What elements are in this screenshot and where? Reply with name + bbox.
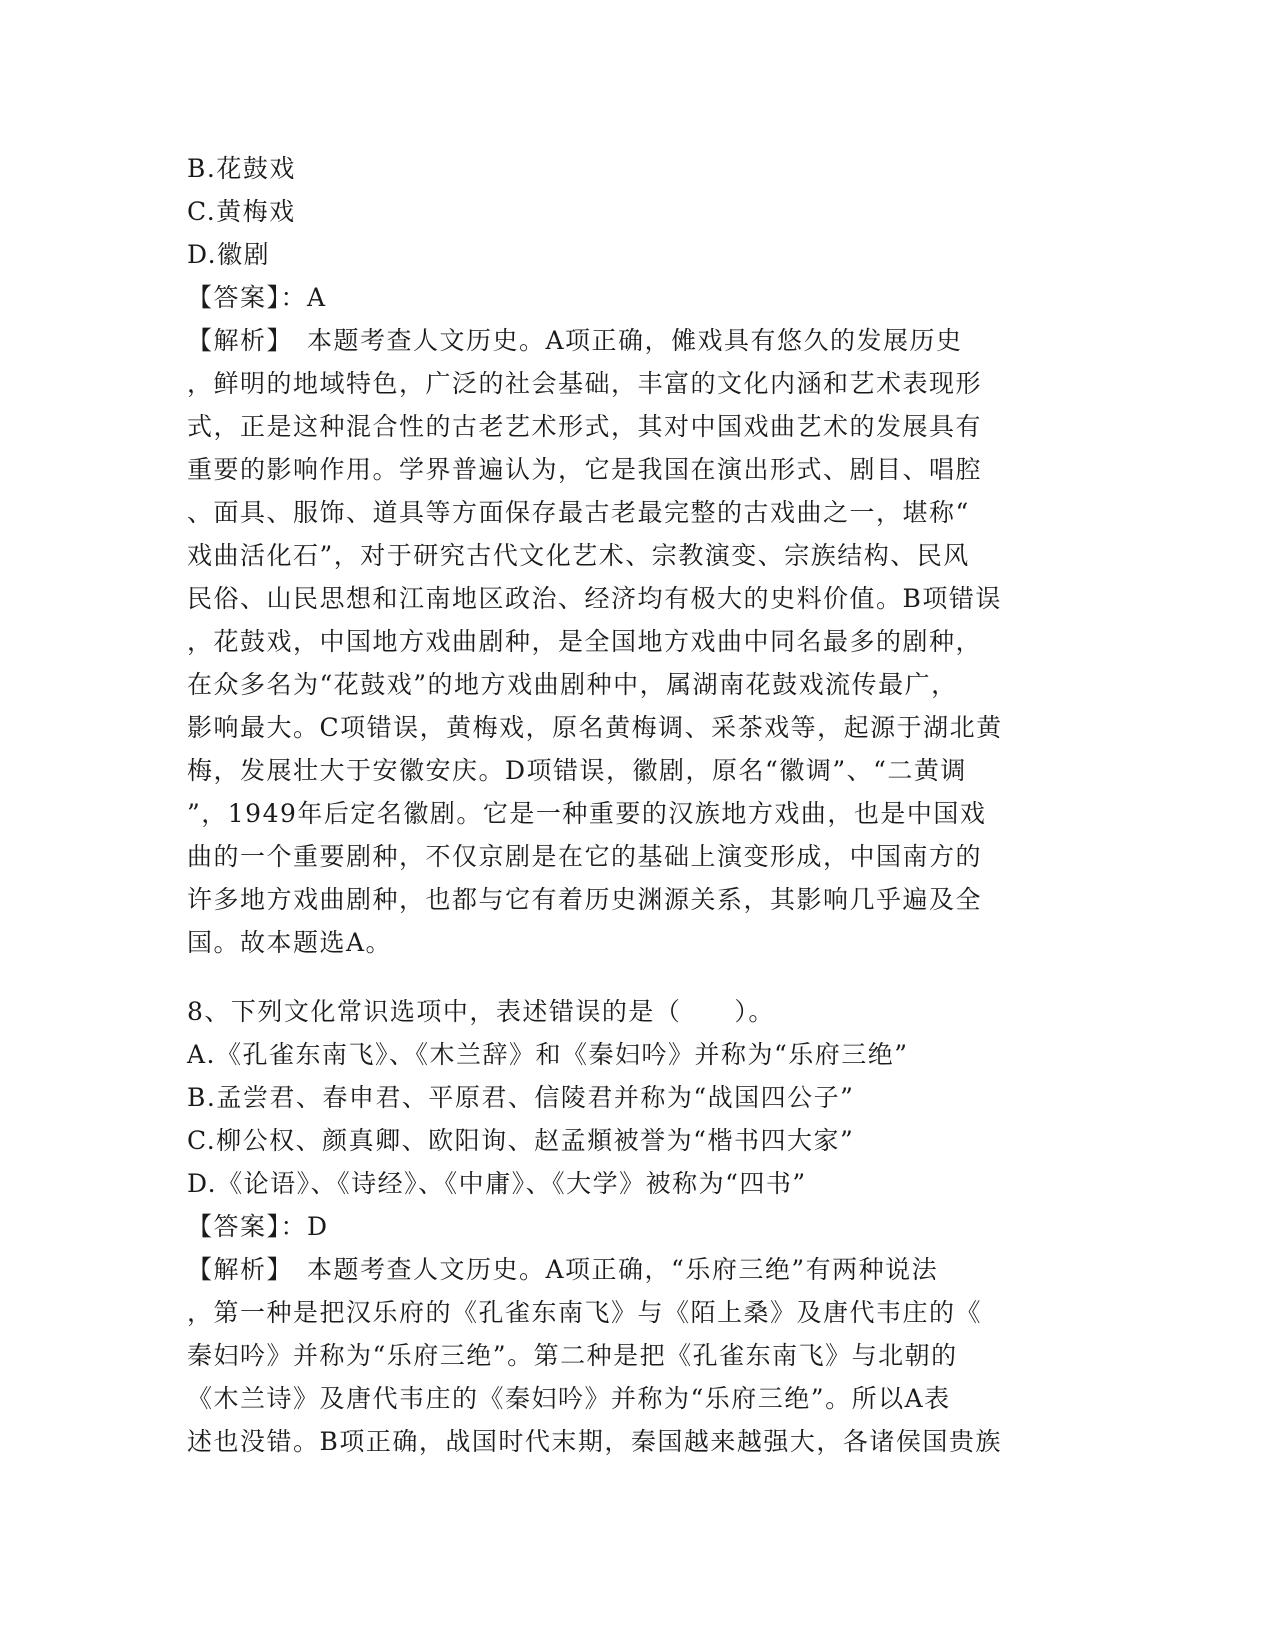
q8-answer: 【答案】：D: [187, 1212, 329, 1241]
q7-analysis-line: 梅，发展壮大于安徽安庆。D项错误，徽剧，原名“徽调”、“二黄调: [187, 756, 967, 785]
q8-analysis-line: 述也没错。B项正确，战国时代末期，秦国越来越强大，各诸侯国贵族: [187, 1427, 1002, 1456]
q8-option-a: A.《孔雀东南飞》、《木兰辞》和《秦妇吟》并称为“乐府三绝”: [187, 1040, 909, 1069]
q7-analysis-line: 影响最大。C项错误，黄梅戏，原名黄梅调、采茶戏等，起源于湖北黄: [187, 713, 1003, 742]
q8-option-b: B.孟尝君、春申君、平原君、信陵君并称为“战国四公子”: [187, 1083, 855, 1112]
q8-question: 8、下列文化常识选项中，表述错误的是（ ）。: [187, 997, 775, 1026]
q7-option-c: C.黄梅戏: [187, 197, 296, 226]
q7-option-d: D.徽剧: [187, 240, 271, 269]
q8-analysis-line: ，第一种是把汉乐府的《孔雀东南飞》与《陌上桑》及唐代韦庄的《: [187, 1298, 983, 1327]
q7-analysis-line: 【解析】 本题考查人文历史。A项正确，傩戏具有悠久的发展历史: [187, 326, 963, 355]
q8-analysis-line: 秦妇吟》并称为“乐府三绝”。第二种是把《孔雀东南飞》与北朝的: [187, 1341, 958, 1370]
q7-analysis-line: 民俗、山民思想和江南地区政治、经济均有极大的史料价值。B项错误: [187, 584, 1002, 613]
q7-analysis-line: 许多地方戏曲剧种，也都与它有着历史渊源关系，其影响几乎遍及全: [187, 885, 983, 914]
document-page: [187, 147, 1087, 1463]
q7-analysis-line: 在众多名为“花鼓戏”的地方戏曲剧种中，属湖南花鼓戏流传最广，: [187, 670, 958, 699]
q8-option-c: C.柳公权、颜真卿、欧阳询、赵孟頫被誉为“楷书四大家”: [187, 1126, 855, 1155]
q7-analysis-line: 国。故本题选A。: [187, 928, 393, 957]
q7-analysis: [187, 319, 1087, 964]
q7-analysis-line: ，花鼓戏，中国地方戏曲剧种，是全国地方戏曲中同名最多的剧种，: [187, 627, 983, 656]
q7-analysis-line: 、面具、服饰、道具等方面保存最古老最完整的古戏曲之一，堪称“: [187, 498, 970, 527]
q7-analysis-line: 重要的影响作用。学界普遍认为，它是我国在演出形式、剧目、唱腔: [187, 455, 983, 484]
q7-analysis-line: ”，1949年后定名徽剧。它是一种重要的汉族地方戏曲，也是中国戏: [187, 799, 987, 828]
q8-analysis-line: 《木兰诗》及唐代韦庄的《秦妇吟》并称为“乐府三绝”。所以A表: [187, 1384, 951, 1413]
q7-analysis-line: 式，正是这种混合性的古老艺术形式，其对中国戏曲艺术的发展具有: [187, 412, 983, 441]
q8-analysis-line: 【解析】 本题考查人文历史。A项正确，“乐府三绝”有两种说法: [187, 1255, 939, 1284]
q7-option-b: B.花鼓戏: [187, 154, 296, 183]
q7-analysis-line: 戏曲活化石”，对于研究古代文化艺术、宗教演变、宗族结构、民风: [187, 541, 970, 570]
q7-analysis-line: 曲的一个重要剧种，不仅京剧是在它的基础上演变形成，中国南方的: [187, 842, 983, 871]
q7-analysis-line: ，鲜明的地域特色，广泛的社会基础，丰富的文化内涵和艺术表现形: [187, 369, 983, 398]
q8-analysis: [187, 1248, 1087, 1463]
section-gap: [187, 964, 1087, 990]
q7-answer: 【答案】：A: [187, 283, 327, 312]
q8-option-d: D.《论语》、《诗经》、《中庸》、《大学》被称为“四书”: [187, 1169, 807, 1198]
